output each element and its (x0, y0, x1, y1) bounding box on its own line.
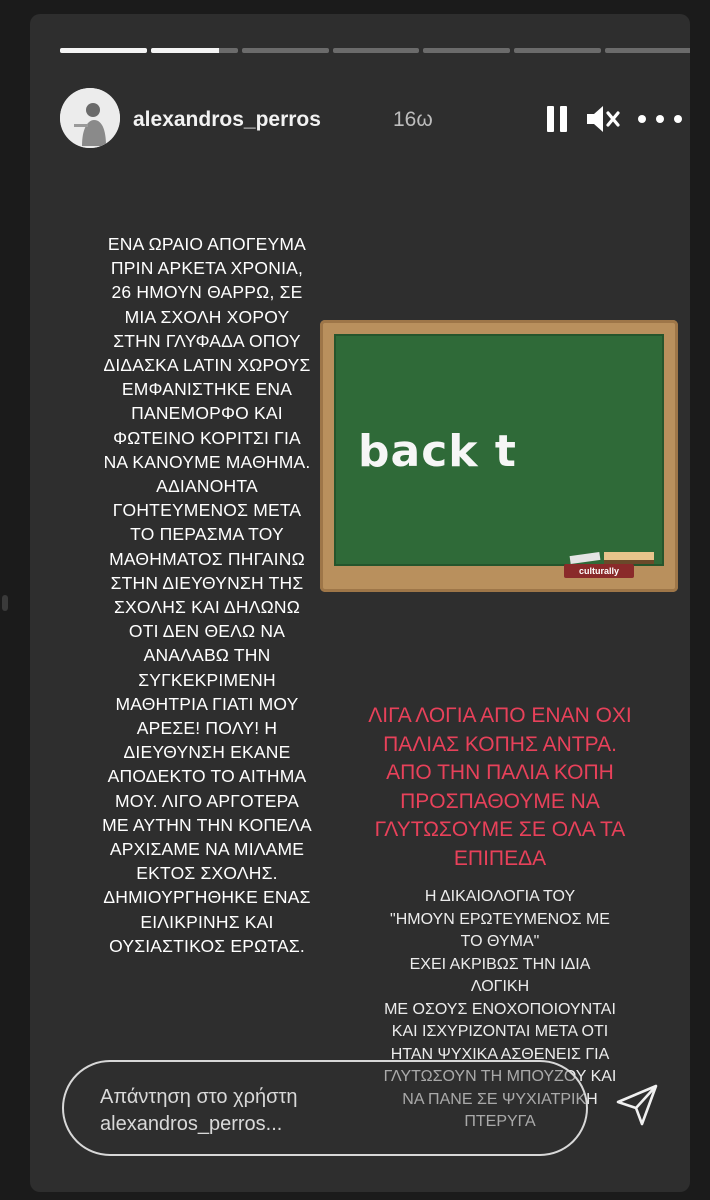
more-horizontal-icon[interactable] (638, 115, 686, 125)
body-text-line: ΕΝΑ ΩΡΑΙΟ ΑΠΟΓΕΥΜΑ (107, 234, 307, 254)
progress-segment (242, 48, 329, 53)
progress-segment (605, 48, 690, 53)
reply-placeholder: Απάντηση στο χρήστη alexandros_perros... (100, 1086, 298, 1135)
story-body-text (72, 232, 342, 958)
body-text-line: ΟΤΙ ΔΕΝ ΘΕΛΩ ΝΑ (128, 621, 286, 642)
highlight-text (330, 702, 670, 873)
body-text-line: ΑΔΙΑΝΟΗΤΑ (156, 476, 258, 497)
brand-watermark: culturally (564, 564, 634, 578)
progress-segment-fill (151, 48, 219, 53)
progress-segment (60, 48, 147, 53)
footnote-text-line: ΝΑ ΠΑΝΕ ΣΕ ΨΥΧΙΑΤΡΙΚΗ (402, 1090, 598, 1108)
progress-segment (423, 48, 510, 53)
speaker-muted-icon[interactable] (585, 104, 621, 134)
username[interactable]: alexandros_perros (133, 108, 321, 131)
footnote-text-line: ΕΧΕΙ ΑΚΡΙΒΩΣ ΤΗΝ ΙΔΙΑ (409, 955, 591, 973)
body-text-line: ΜΙΑ ΣΧΟΛΗ ΧΟΡΟΥ (124, 306, 290, 327)
body-text-line: ΜΟΥ. ΛΙΓΟ ΑΡΓΟΤΕΡΑ (114, 790, 300, 811)
footnote-text-line: ΗΤΑΝ ΨΥΧΙΚΑ ΑΣΘΕΝΕΙΣ ΓΙΑ (390, 1045, 610, 1063)
progress-segment (514, 48, 601, 53)
footnote-text-line: ΠΤΕΡΥΓΑ (464, 1113, 536, 1130)
footnote-text-line: "ΗΜΟΥΝ ΕΡΩΤΕΥΜΕΝΟΣ ΜΕ (390, 910, 610, 928)
footnote-text-line: ΚΑΙ ΙΣΧΥΡΙΖΟΝΤΑΙ ΜΕΤΑ ΟΤΙ (391, 1023, 609, 1040)
body-text-line: ΕΙΛΙΚΡΙΝΗΣ ΚΑΙ (140, 911, 274, 932)
body-text-line: ΣΤΗΝ ΔΙΕΥΘΥΝΣΗ ΤΗΣ (110, 572, 304, 593)
body-text-line: ΑΡΕΣΕ! ΠΟΛΥ! Η (136, 718, 278, 739)
body-text-line: ΔΙΕΥΘΥΝΣΗ ΕΚΑΝΕ (123, 742, 291, 763)
progress-segment-fill (60, 48, 147, 53)
body-text-line: ΜΕ ΑΥΤΗΝ ΤΗΝ ΚΟΠΕΛΑ (102, 814, 312, 835)
body-text-line: ΜΑΘΗΜΑΤΟΣ ΠΗΓΑΙΝΩ (109, 548, 305, 569)
chalkboard-text: back t (358, 426, 517, 477)
highlight-text-line: ΠΡΟΣΠΑΘΟΥΜΕ ΝΑ (400, 789, 600, 813)
post-time: 16ω (393, 108, 433, 131)
chalkboard-image (320, 320, 678, 592)
body-text-line: ΔΙΔΑΣΚΑ LATIN ΧΩΡΟΥΣ (103, 355, 311, 376)
avatar-photo (60, 88, 120, 148)
body-text-line: ΕΜΦΑΝΙΣΤΗΚΕ ΕΝΑ (121, 379, 293, 400)
send-icon[interactable] (614, 1082, 660, 1128)
body-text-line: ΟΥΣΙΑΣΤΙΚΟΣ ΕΡΩΤΑΣ. (109, 935, 305, 956)
highlight-text-line: ΛΙΓΑ ΛΟΓΙΑ ΑΠΟ ΕΝΑΝ ΟΧΙ (368, 704, 632, 727)
avatar[interactable] (60, 88, 120, 148)
edge-handle (2, 595, 8, 611)
story-header (60, 88, 690, 148)
footnote-text-line: ΤΟ ΘΥΜΑ" (460, 933, 540, 950)
body-text-line: ΝΑ ΚΑΝΟΥΜΕ ΜΑΘΗΜΑ. (103, 451, 311, 472)
story-viewer[interactable] (30, 14, 690, 1192)
body-text-line: ΑΝΑΛΑΒΩ ΤΗΝ (143, 645, 271, 666)
body-text-line: 26 ΗΜΟΥΝ ΘΑΡΡΩ, ΣΕ (111, 282, 303, 303)
story-progress-bar (60, 48, 690, 53)
body-text-line: ΣΥΓΚΕΚΡΙΜΕΝΗ (138, 669, 276, 690)
reply-input[interactable] (62, 1060, 588, 1156)
footnote-text-line: Η ΔΙΚΑΙΟΛΟΓΙΑ ΤΟΥ (424, 888, 576, 905)
body-text-line: ΠΑΝΕΜΟΡΦΟ ΚΑΙ (131, 403, 283, 424)
highlight-text-line: ΓΛΥΤΩΣΟΥΜΕ ΣΕ ΟΛΑ ΤΑ (374, 818, 626, 841)
body-text-line: ΕΚΤΟΣ ΣΧΟΛΗΣ. (136, 863, 278, 884)
body-text-line: ΜΑΘΗΤΡΙΑ ΓΙΑΤΙ ΜΟΥ (115, 693, 299, 714)
progress-segment (333, 48, 420, 53)
body-text-line: ΣΤΗΝ ΓΛΥΦΑΔΑ ΟΠΟΥ (113, 330, 301, 351)
body-text-line: ΦΩΤΕΙΝΟ ΚΟΡΙΤΣΙ ΓΙΑ (113, 427, 301, 448)
body-text-line: ΑΠΟΔΕΚΤΟ ΤΟ ΑΙΤΗΜΑ (107, 766, 307, 787)
footnote-text-line: ΜΕ ΟΣΟΥΣ ΕΝΟΧΟΠΟΙΟΥΝΤΑΙ (384, 1000, 616, 1018)
body-text-line: ΔΗΜΙΟΥΡΓΗΘΗΚΕ ΕΝΑΣ (103, 887, 311, 908)
highlight-text-line: ΑΠΟ ΤΗΝ ΠΑΛΙΑ ΚΟΠΗ (386, 761, 614, 784)
pause-icon[interactable] (547, 106, 569, 132)
body-text-line: ΠΡΙΝ ΑΡΚΕΤΑ ΧΡΟΝΙΑ, (110, 258, 304, 279)
footnote-text-line: ΓΛΥΤΩΣΟΥΝ ΤΗ ΜΠΟΥΖΟΥ ΚΑΙ (383, 1068, 617, 1085)
highlight-text-line: ΕΠΙΠΕΔΑ (453, 846, 547, 870)
body-text-line: ΤΟ ΠΕΡΑΣΜΑ ΤΟΥ (130, 524, 284, 545)
body-text-line: ΑΡΧΙΣΑΜΕ ΝΑ ΜΙΛΑΜΕ (109, 839, 305, 860)
progress-segment (151, 48, 238, 53)
body-text-line: ΣΧΟΛΗΣ ΚΑΙ ΔΗΛΩΝΩ (113, 597, 301, 618)
footnote-text-line: ΛΟΓΙΚΗ (470, 978, 530, 995)
body-text-line: ΓΟΗΤΕΥΜΕΝΟΣ ΜΕΤΑ (112, 500, 302, 521)
chalkboard-surface (334, 334, 664, 576)
highlight-text-line: ΠΑΛΙΑΣ ΚΟΠΗΣ ΑΝΤΡΑ. (383, 732, 617, 756)
